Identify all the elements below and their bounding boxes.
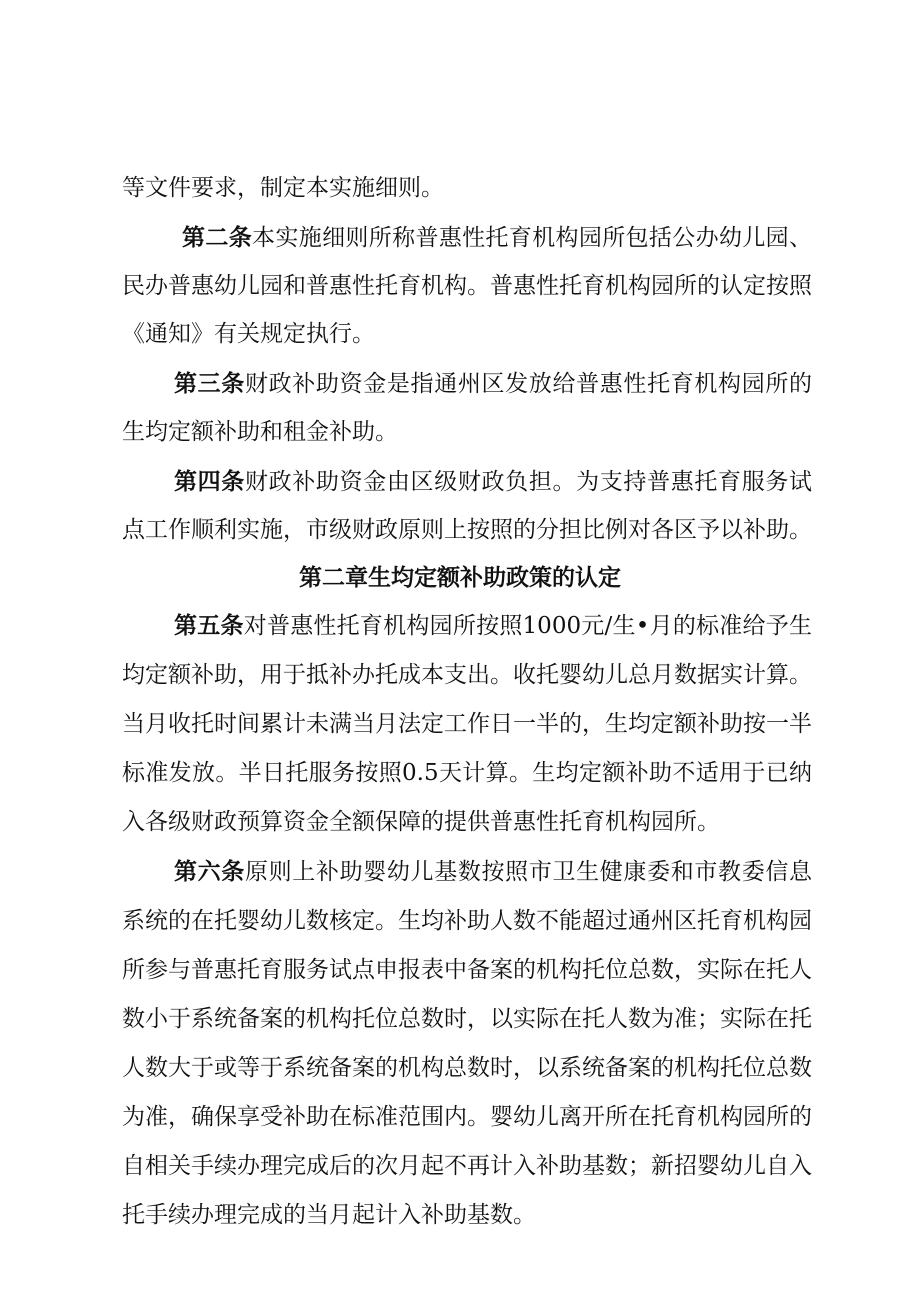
article-2-line-2 bbox=[122, 266, 812, 306]
line-text: 点工作顺利实施，市级财政原则上按照的分担比例对各区予以补助。 bbox=[122, 517, 812, 543]
line-text: 均定额补助，用于抵补办托成本支出。收托婴幼儿总月数据实计算。 bbox=[122, 662, 812, 688]
article-3-line-2 bbox=[122, 412, 812, 452]
line-text: 托手续办理完成的当月起计入补助基数。 bbox=[122, 1202, 536, 1228]
line-text: 系统的在托婴幼儿数核定。生均补助人数不能超过通州区托育机构园 bbox=[122, 908, 812, 934]
line-text: 当月收托时间累计未满当月法定工作日一半的，生均定额补助按一半 bbox=[122, 711, 812, 737]
article-6-label: 第六条 bbox=[174, 858, 245, 885]
article-6-line-5 bbox=[122, 1048, 812, 1088]
article-6-line-7 bbox=[122, 1146, 812, 1186]
line-text: 《通知》有关规定执行。 bbox=[122, 321, 375, 347]
article-5-line-3 bbox=[122, 704, 812, 744]
line-text: 自相关手续办理完成后的次月起不再计入补助基数；新招婴幼儿自入 bbox=[122, 1153, 812, 1179]
line-text: 等文件要求，制定本实施细则。 bbox=[122, 175, 444, 201]
chapter-heading: 第二章生均定额补助政策的认定 bbox=[299, 564, 621, 591]
line-text: 生均定额补助和租金补助。 bbox=[122, 419, 398, 445]
line-text: 为准，确保享受补助在标准范围内。婴幼儿离开所在托育机构园所的 bbox=[122, 1104, 812, 1130]
article-2-label: 第二条 bbox=[182, 224, 253, 251]
line-text: 原则上补助婴幼儿基数按照市卫生健康委和市教委信息 bbox=[244, 859, 813, 885]
article-6-line-4 bbox=[122, 999, 812, 1039]
article-5-line-4 bbox=[122, 753, 812, 793]
line-text: 数小于系统备案的机构托位总数时，以实际在托人数为准；实际在托 bbox=[122, 1006, 812, 1032]
line-text: 本实施细则所称普惠性托育机构园所包括公办幼儿园、 bbox=[252, 225, 813, 251]
line-text: 财政补助资金由区级财政负担。为支持普惠托育服务试 bbox=[244, 469, 813, 495]
article-5-label: 第五条 bbox=[174, 612, 244, 639]
article-6-line-6 bbox=[122, 1097, 812, 1137]
line-text: 所参与普惠托育服务试点申报表中备案的机构托位总数，实际在托人 bbox=[122, 957, 812, 983]
article-6-line-8 bbox=[122, 1195, 812, 1235]
article-6-line-3 bbox=[122, 950, 812, 990]
line-text: 对普惠性托育机构园所按照1000元/生•月的标准给予生 bbox=[243, 613, 812, 639]
line-text: 标准发放。半日托服务按照0.5天计算。生均定额补助不适用于已纳 bbox=[122, 760, 812, 786]
article-3-label: 第三条 bbox=[174, 370, 245, 397]
article-3-line-1 bbox=[174, 364, 812, 404]
article-2-line-1 bbox=[182, 218, 812, 258]
article-2-line-3 bbox=[122, 314, 812, 354]
line-text: 入各级财政预算资金全额保障的提供普惠性托育机构园所。 bbox=[122, 809, 720, 835]
line-text: 民办普惠幼儿园和普惠性托育机构。普惠性托育机构园所的认定按照 bbox=[122, 273, 812, 299]
article-6-line-1 bbox=[174, 852, 812, 892]
article-4-line-2 bbox=[122, 510, 812, 550]
article-4-label: 第四条 bbox=[174, 468, 245, 495]
line-text: 人数大于或等于系统备案的机构总数时，以系统备案的机构托位总数 bbox=[122, 1055, 812, 1081]
article-5-line-2 bbox=[122, 655, 812, 695]
article-6-line-2 bbox=[122, 901, 812, 941]
article-5-line-1 bbox=[174, 606, 812, 646]
article-5-line-5 bbox=[122, 802, 812, 842]
paragraph-line bbox=[122, 168, 812, 208]
line-text: 财政补助资金是指通州区发放给普惠性托育机构园所的 bbox=[244, 371, 813, 397]
article-4-line-1 bbox=[174, 462, 812, 502]
